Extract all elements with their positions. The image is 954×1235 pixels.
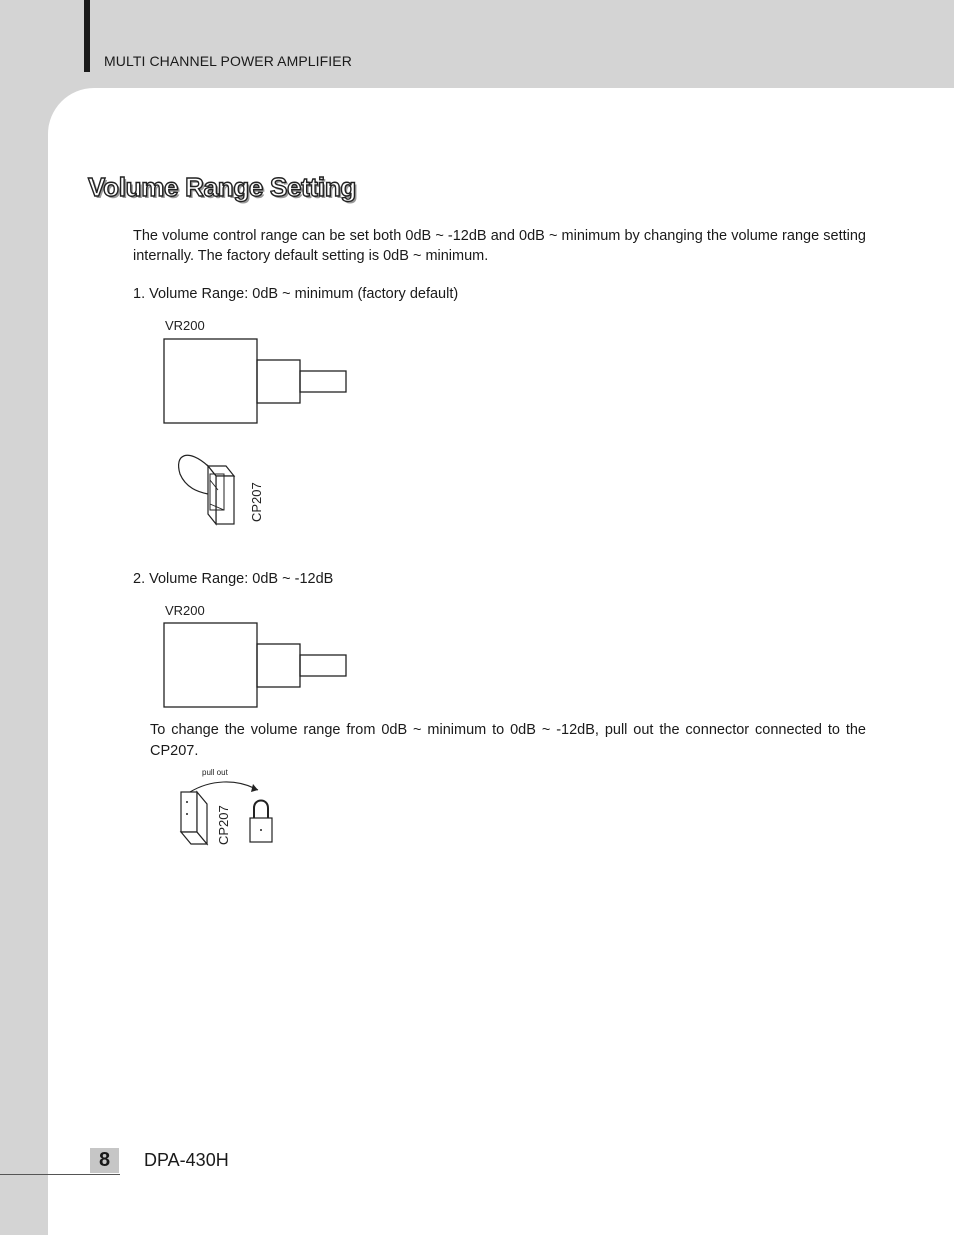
header-title: MULTI CHANNEL POWER AMPLIFIER: [104, 53, 352, 69]
cp207-label-2: CP207: [216, 805, 231, 845]
vr200-diagram-1: [160, 314, 360, 429]
footer-rule: [0, 1174, 120, 1175]
item-1-label: 1. Volume Range: 0dB ~ minimum (factory default): [133, 286, 459, 302]
page-number: 8: [90, 1148, 119, 1173]
page-title: Volume Range Setting: [88, 172, 356, 202]
cp207-diagram-1: [170, 446, 280, 531]
intro-paragraph: The volume control range can be set both 0dB ~ -12dB and 0dB ~ minimum by changing the volume range setting internally. The factory default setting is 0dB ~ minimum.: [133, 228, 866, 264]
instruction-paragraph: To change the volume range from 0dB ~ minimum to 0dB ~ -12dB, pull out the connector connected to the CP207.: [150, 722, 866, 759]
cp207-pullout-diagram: [176, 764, 286, 849]
pull-out-label: pull out: [202, 768, 228, 777]
vr200-diagram-2: [160, 598, 360, 713]
item-2-label: 2. Volume Range: 0dB ~ -12dB: [133, 571, 334, 587]
vr200-label-2: VR200: [165, 603, 205, 618]
header-bar: [84, 0, 90, 72]
model-name: DPA-430H: [144, 1150, 229, 1170]
cp207-label-1: CP207: [249, 482, 264, 522]
vr200-label-1: VR200: [165, 318, 205, 333]
